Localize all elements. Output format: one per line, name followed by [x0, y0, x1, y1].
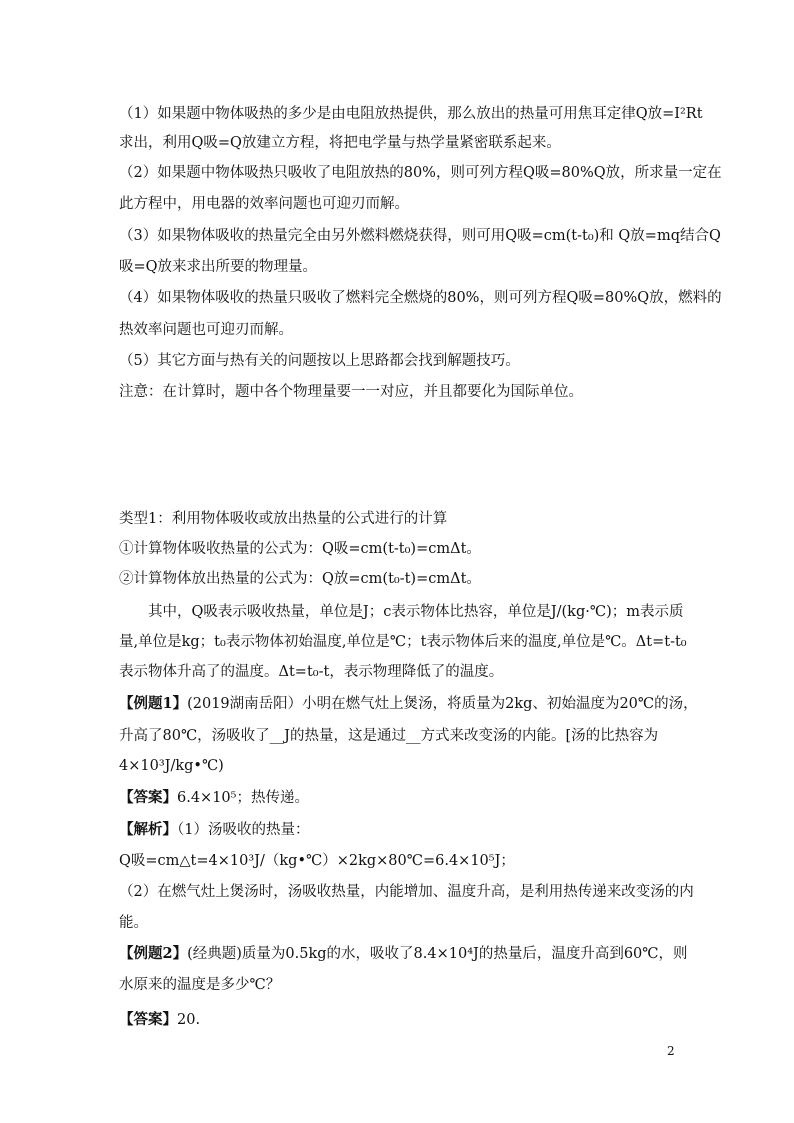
text-line: 热效率问题也可迎刃而解。 [119, 322, 293, 338]
text-line: （3）如果物体吸收的热量完全由另外燃料燃烧获得，则可用Q吸=cm(t-t₀)和 Q放=mq结合Q [119, 228, 721, 244]
answer-line [119, 1010, 200, 1030]
analysis-text: （1）汤吸收的热量： [177, 822, 310, 838]
text-line: 此方程中，用电器的效率问题也可迎刃而解。 [119, 196, 409, 212]
text-line: 其中，Q吸表示吸收热量，单位是J；c表示物体比热容，单位是J/(kg·℃)；m表示质 [148, 604, 684, 620]
formula-absorb: ①计算物体吸收热量的公式为：Q吸=cm(t-t₀)=cmΔt。 [119, 541, 481, 557]
text-line: （5）其它方面与热有关的问题按以上思路都会找到解题技巧。 [119, 353, 520, 369]
analysis-tag: 【解析】 [119, 821, 177, 838]
question-line: 水原来的温度是多少℃？ [119, 977, 281, 993]
answer-text: 6.4×10⁵；热传递。 [177, 790, 309, 806]
question-line [119, 944, 688, 964]
answer-text: 20. [177, 1012, 201, 1028]
page-number: 2 [667, 1044, 675, 1058]
answer-tag: 【答案】 [119, 1011, 177, 1028]
text-line: （2）如果题中物体吸热只吸收了电阻放热的80%，则可列方程Q吸=80%Q放，所求量一定在 [119, 165, 722, 181]
example-tag: 【例题1】 [119, 695, 188, 712]
text-line: 量,单位是kg；t₀表示物体初始温度,单位是℃；t表示物体后来的温度,单位是℃。Δt=t-t₀ [119, 634, 687, 650]
analysis-line: （2）在燃气灶上煲汤时，汤吸收热量，内能增加、温度升高，是利用热传递来改变汤的内 [119, 884, 694, 900]
analysis-line [119, 820, 309, 840]
analysis-line: 能。 [119, 915, 148, 931]
question-text: (经典题)质量为0.5kg的水，吸收了8.4×10⁴J的热量后，温度升高到60℃，则 [187, 946, 688, 962]
formula-release: ②计算物体放出热量的公式为：Q放=cm(t₀-t)=cmΔt。 [119, 571, 481, 587]
text-line: 吸=Q放来求出所要的物理量。 [119, 259, 318, 275]
text-line: （1）如果题中物体吸热的多少是由电阻放热提供，那么放出的热量可用焦耳定律Q放=I²Rt [119, 106, 703, 122]
question-line: 升高了80℃，汤吸收了__J的热量，这是通过__方式来改变汤的内能。[汤的比热容为 [119, 728, 659, 744]
question-line: 4×10³J/kg•℃) [119, 758, 224, 774]
analysis-line: Q吸=cm△t=4×10³J/（kg•℃）×2kg×80℃=6.4×10⁵J； [119, 853, 515, 869]
type-title: 类型1：利用物体吸收或放出热量的公式进行的计算 [119, 511, 448, 527]
question-text: (2019湖南岳阳）小明在燃气灶上煲汤，将质量为2kg、初始温度为20℃的汤， [187, 696, 698, 712]
text-line: （4）如果物体吸收的热量只吸收了燃料完全燃烧的80%，则可列方程Q吸=80%Q放，燃料的 [119, 290, 722, 306]
answer-tag: 【答案】 [119, 789, 177, 806]
text-line: 表示物体升高了的温度。Δt=t₀-t，表示物理降低了的温度。 [119, 664, 504, 680]
note-line: 注意：在计算时，题中各个物理量要一一对应，并且都要化为国际单位。 [119, 384, 583, 400]
question-line [119, 694, 698, 714]
example-tag: 【例题2】 [119, 945, 188, 962]
text-line: 求出，利用Q吸=Q放建立方程，将把电学量与热学量紧密联系起来。 [119, 135, 561, 151]
answer-line [119, 788, 309, 808]
